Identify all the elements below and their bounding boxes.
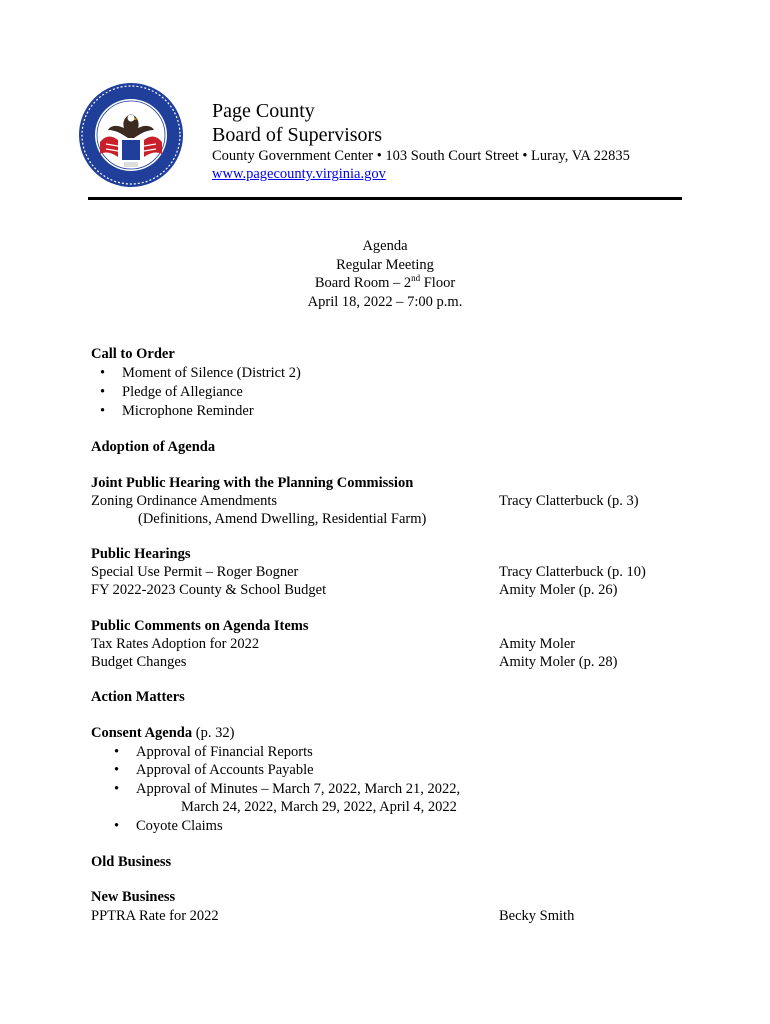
meeting-room: Board Room – 2nd Floor bbox=[314, 273, 456, 291]
action-matters-heading: Action Matters bbox=[91, 689, 185, 705]
meeting-type: Regular Meeting bbox=[336, 256, 434, 273]
list-item: PPTRA Rate for 2022 bbox=[91, 908, 219, 924]
meeting-title: Agenda bbox=[362, 238, 408, 254]
meeting-info bbox=[0, 237, 770, 311]
public-comments-heading: Public Comments on Agenda Items bbox=[91, 618, 309, 634]
adoption-heading: Adoption of Agenda bbox=[91, 439, 216, 455]
list-item: • Approval of Minutes – March 7, 2022, March 21, 2022, bbox=[114, 781, 461, 797]
consent-heading: Consent Agenda (p. 32) bbox=[91, 725, 235, 741]
list-item: • Approval of Accounts Payable bbox=[114, 762, 314, 778]
joint-hearing-heading: Joint Public Hearing with the Planning Commission bbox=[91, 475, 414, 491]
board-name: Board of Supervisors bbox=[212, 124, 382, 146]
joint-hearing-item: Zoning Ordinance Amendments bbox=[91, 493, 278, 509]
list-item: • Microphone Reminder bbox=[100, 403, 254, 419]
new-business-heading: New Business bbox=[91, 889, 176, 905]
list-item: Tax Rates Adoption for 2022 bbox=[91, 636, 260, 652]
minutes-continuation: March 24, 2022, March 29, 2022, April 4, 2022 bbox=[181, 799, 457, 815]
presenter: Tracy Clatterbuck (p. 10) bbox=[499, 564, 646, 580]
call-to-order-heading: Call to Order bbox=[91, 346, 175, 362]
list-item: FY 2022-2023 County & School Budget bbox=[91, 582, 327, 598]
presenter: Amity Moler (p. 28) bbox=[499, 654, 618, 670]
joint-hearing-detail: (Definitions, Amend Dwelling, Residential Farm) bbox=[138, 511, 427, 527]
list-item: Budget Changes bbox=[91, 654, 187, 670]
presenter: Amity Moler (p. 26) bbox=[499, 582, 618, 598]
public-hearings-heading: Public Hearings bbox=[91, 546, 191, 562]
presenter: Amity Moler bbox=[499, 636, 576, 652]
website-link[interactable]: www.pagecounty.virginia.gov bbox=[212, 166, 386, 182]
header-divider bbox=[88, 197, 682, 200]
list-item: • Pledge of Allegiance bbox=[100, 384, 243, 400]
list-item: • Approval of Financial Reports bbox=[114, 744, 313, 760]
list-item: • Coyote Claims bbox=[114, 818, 223, 834]
address-line: County Government Center • 103 South Court Street • Luray, VA 22835 bbox=[212, 148, 630, 164]
joint-hearing-presenter: Tracy Clatterbuck (p. 3) bbox=[499, 493, 639, 509]
list-item: Special Use Permit – Roger Bogner bbox=[91, 564, 299, 580]
old-business-heading: Old Business bbox=[91, 854, 172, 870]
list-item: • Moment of Silence (District 2) bbox=[100, 365, 301, 381]
meeting-datetime: April 18, 2022 – 7:00 p.m. bbox=[307, 293, 463, 310]
county-seal-logo bbox=[78, 82, 184, 188]
org-name: Page County bbox=[212, 100, 315, 122]
presenter: Becky Smith bbox=[499, 908, 575, 924]
